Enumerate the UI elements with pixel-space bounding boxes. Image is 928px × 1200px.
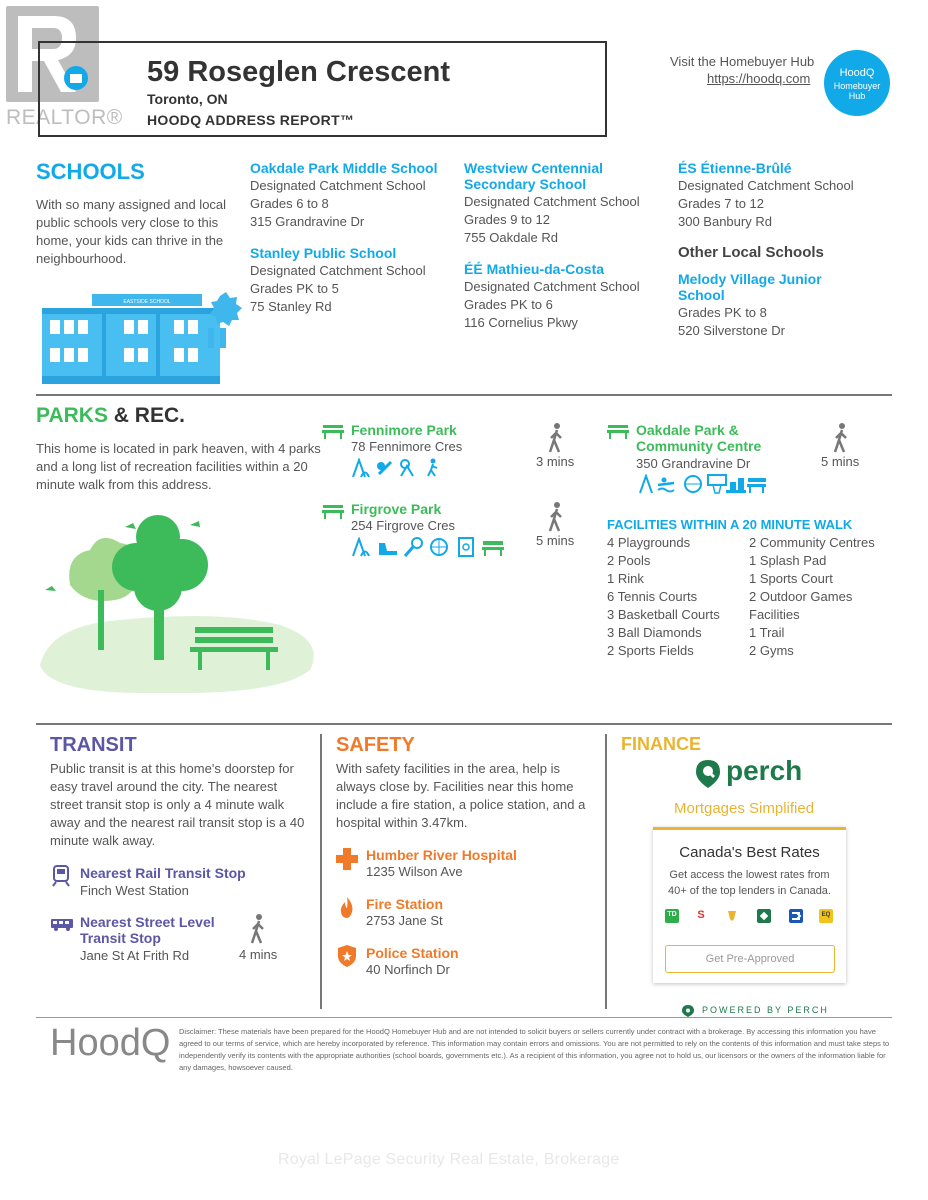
- bench-icon: [322, 503, 344, 519]
- disclaimer-text: Disclaimer: These materials have been prepared for the HoodQ Homebuyer Hub and are not intended to solicit buyers or sellers currently under contract with a brokerage. By accessing this information you have agreed to our terms of service, which are hereby incorporated by reference. This information may contain errors and omissions. You are not permitted to rely on the contents of this information and must take steps to independently verify its contents with the appropriate authorities (school boards, governments etc.). As a recipient of this information, you agree not to hold us, our licensors or the owners of the information liable for any damages, howsoever caused.: [179, 1027, 890, 1072]
- school-grades: Grades PK to 5: [250, 281, 339, 296]
- school-grades: Grades PK to 6: [464, 297, 553, 312]
- facility-item: 2 Sports Fields: [607, 643, 694, 658]
- school-name[interactable]: Stanley Public School: [250, 245, 397, 261]
- badge-line-1: HoodQ: [839, 67, 875, 79]
- section-divider: [36, 723, 892, 725]
- hospital-cross-icon: [336, 848, 358, 870]
- parks-heading-main: PARKS: [36, 404, 108, 427]
- school-grades: Grades 6 to 8: [250, 196, 329, 211]
- page-title: 59 Roseglen Crescent: [147, 56, 451, 88]
- walking-person-icon: [831, 423, 851, 453]
- police-badge-icon: [338, 945, 356, 967]
- facility-item: 2 Outdoor Games: [749, 589, 853, 604]
- brokerage-watermark: Royal LePage Security Real Estate, Brokerage: [278, 1151, 620, 1168]
- td-bank-label: TD: [667, 911, 677, 918]
- badge-line-2: Homebuyer: [833, 81, 881, 91]
- walking-person-icon: [546, 502, 566, 532]
- park-address: 254 Firgrove Cres: [351, 518, 456, 533]
- bench-icon: [607, 423, 629, 439]
- report-title: HOODQ ADDRESS REPORT™: [147, 112, 355, 128]
- park-address: 350 Grandravine Dr: [636, 456, 751, 471]
- hoodq-footer-logo: HoodQ: [50, 1022, 171, 1064]
- badge-line-3: Hub: [848, 91, 866, 101]
- eq-bank-label: EQ: [821, 912, 831, 918]
- perch-tagline: Mortgages Simplified: [674, 800, 815, 817]
- scotiabank-label: S: [697, 909, 705, 921]
- park-amenities-icons: [351, 537, 506, 557]
- fire-icon: [340, 897, 354, 919]
- park-name[interactable]: Oakdale Park & Community Centre: [636, 422, 762, 454]
- train-icon: [52, 865, 70, 887]
- street-stop-label: Nearest Street Level Transit Stop: [80, 914, 215, 946]
- hub-link[interactable]: https://hoodq.com: [707, 71, 811, 86]
- hub-label: Visit the Homebuyer Hub: [670, 54, 815, 69]
- column-divider: [320, 734, 322, 1009]
- safety-name[interactable]: Fire Station: [366, 896, 444, 912]
- parks-heading-amp: & REC.: [107, 404, 185, 427]
- school-name[interactable]: ÉÉ Mathieu-da-Costa: [464, 261, 605, 277]
- park-amenities-icons: [638, 474, 766, 494]
- rail-stop-label: Nearest Rail Transit Stop: [80, 865, 246, 881]
- safety-name[interactable]: Police Station: [366, 945, 459, 961]
- walk-time: 3 mins: [536, 454, 575, 469]
- facility-item: 1 Splash Pad: [749, 553, 827, 568]
- parks-description: This home is located in park heaven, with 4 parks and a long list of recreation facilities within a 20 minute walk from this address.: [36, 441, 321, 492]
- school-grades: Grades 7 to 12: [678, 196, 764, 211]
- facility-item: 3 Ball Diamonds: [607, 625, 702, 640]
- sports-icons: [351, 537, 506, 557]
- transit-heading: TRANSIT: [50, 734, 137, 756]
- td-bank-icon: [665, 909, 679, 923]
- school-address: 520 Silverstone Dr: [678, 323, 785, 338]
- school-name[interactable]: Westview Centennial Secondary School: [464, 160, 604, 192]
- facility-item: 2 Community Centres: [749, 535, 875, 550]
- school-address: 116 Cornelius Pkwy: [464, 315, 578, 330]
- card-title: Canada's Best Rates: [679, 844, 820, 861]
- facilities-heading: FACILITIES WITHIN A 20 MINUTE WALK: [607, 517, 853, 532]
- school-grades: Grades PK to 8: [678, 305, 767, 320]
- school-type: Designated Catchment School: [250, 178, 426, 193]
- other-schools-heading: Other Local Schools: [678, 244, 824, 261]
- facility-item: 2 Pools: [607, 553, 651, 568]
- perch-pin-icon: [696, 760, 720, 788]
- hoodq-hub-badge[interactable]: [824, 50, 890, 116]
- school-sign: EASTSIDE SCHOOL: [123, 299, 171, 305]
- school-building-icon: [40, 290, 245, 386]
- parks-heading: [36, 404, 185, 428]
- school-grades: Grades 9 to 12: [464, 212, 550, 227]
- safety-address: 1235 Wilson Ave: [366, 864, 463, 879]
- safety-description: With safety facilities in the area, help is always close by. Facilities near this home include a fire station, a police station, and a hospital within 3.47km.: [336, 761, 586, 830]
- park-name[interactable]: Fennimore Park: [351, 422, 457, 438]
- school-name[interactable]: ÉS Étienne-Brûlé: [678, 160, 792, 176]
- school-address: 300 Banbury Rd: [678, 214, 772, 229]
- school-type: Designated Catchment School: [678, 178, 854, 193]
- eq-bank-icon: [819, 909, 833, 923]
- facility-item: 2 Gyms: [749, 643, 794, 658]
- get-pre-approved-button[interactable]: Get Pre-Approved: [665, 945, 835, 973]
- schools-description: With so many assigned and local public schools very close to this home, your kids can thrive in the neighbourhood.: [36, 197, 227, 266]
- powered-by-perch: POWERED BY PERCH: [702, 1005, 829, 1015]
- school-illustration: [40, 290, 245, 386]
- park-name[interactable]: Firgrove Park: [351, 501, 442, 517]
- schools-heading: SCHOOLS: [36, 159, 145, 184]
- card-subtitle: Get access the lowest rates from 40+ of the top lenders in Canada.: [668, 869, 831, 897]
- safety-address: 2753 Jane St: [366, 913, 443, 928]
- safety-heading: SAFETY: [336, 734, 415, 756]
- perch-logo[interactable]: perch: [726, 755, 803, 786]
- safety-address: 40 Norfinch Dr: [366, 962, 450, 977]
- walking-person-icon: [546, 423, 566, 453]
- perch-small-pin-icon: [682, 1004, 694, 1016]
- scotiabank-icon: [694, 909, 708, 923]
- school-address: 315 Grandravine Dr: [250, 214, 365, 229]
- bench-icon: [322, 423, 344, 439]
- school-type: Designated Catchment School: [464, 194, 640, 209]
- rail-stop-name[interactable]: Finch West Station: [80, 883, 189, 898]
- walking-person-icon: [248, 914, 268, 944]
- facility-item: 1 Trail: [749, 625, 785, 640]
- facility-item: Facilities: [749, 607, 800, 622]
- walk-time: 5 mins: [821, 454, 860, 469]
- school-address: 75 Stanley Rd: [250, 299, 332, 314]
- park-amenities-icons: [351, 458, 451, 478]
- school-address: 755 Oakdale Rd: [464, 230, 558, 245]
- street-stop-name[interactable]: Jane St At Frith Rd: [80, 948, 190, 963]
- facility-item: 1 Rink: [607, 571, 644, 586]
- park-address: 78 Fennimore Cres: [351, 439, 463, 454]
- community-icons: [638, 474, 766, 494]
- cibc-icon: [725, 909, 739, 923]
- school-name[interactable]: Melody Village Junior School: [678, 271, 822, 303]
- footer-divider: [36, 1017, 892, 1018]
- school-name[interactable]: Oakdale Park Middle School: [250, 160, 438, 176]
- playground-icon: [351, 458, 451, 478]
- facility-item: 3 Basketball Courts: [607, 607, 720, 622]
- park-trees-icon: [40, 505, 325, 695]
- facility-item: 6 Tennis Courts: [607, 589, 698, 604]
- column-divider: [605, 734, 607, 1009]
- bmo-icon: [789, 909, 803, 923]
- desjardins-icon: [757, 909, 771, 923]
- finance-heading: FINANCE: [621, 734, 701, 754]
- school-type: Designated Catchment School: [250, 263, 426, 278]
- city-label: Toronto, ON: [147, 91, 228, 107]
- school-type: Designated Catchment School: [464, 279, 640, 294]
- park-illustration: [40, 505, 325, 695]
- walk-time: 5 mins: [536, 533, 575, 548]
- rates-card: [653, 827, 846, 983]
- realtor-wordmark: REALTOR®: [6, 106, 123, 129]
- address-header: [38, 41, 607, 137]
- transit-description: Public transit is at this home's doorstep for easy travel around the city. The nearest street transit stop is only a 4 minute walk away and the nearest rail transit stop is a 40 minute walk away.: [50, 761, 305, 848]
- section-divider: [36, 394, 892, 396]
- bus-icon: [50, 918, 74, 932]
- facility-item: 1 Sports Court: [749, 571, 833, 586]
- walk-time: 4 mins: [239, 947, 278, 962]
- safety-name[interactable]: Humber River Hospital: [366, 847, 517, 863]
- facility-item: 4 Playgrounds: [607, 535, 691, 550]
